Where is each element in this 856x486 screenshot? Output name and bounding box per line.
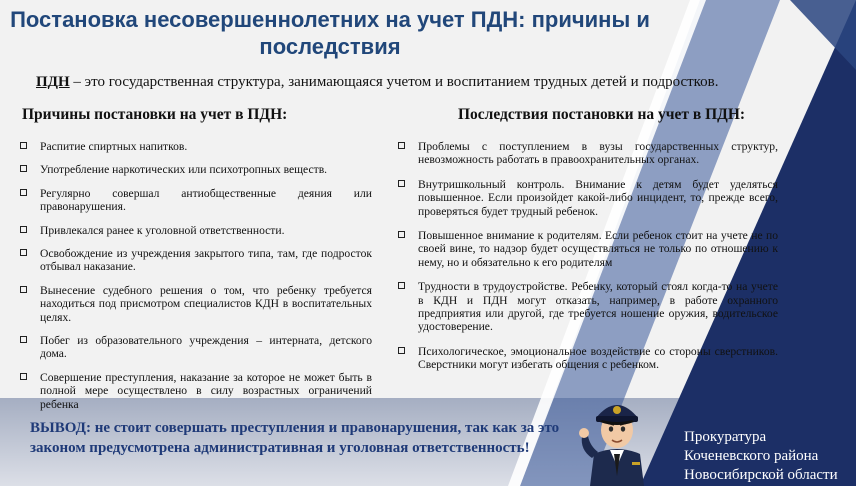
square-bullet-icon bbox=[20, 249, 27, 256]
list-item-text: Привлекался ранее к уголовной ответственности. bbox=[40, 223, 285, 237]
list-item-text: Регулярно совершал антиобщественные деяния или правонарушения. bbox=[40, 186, 372, 214]
list-item-text: Внутришкольный контроль. Внимание к детям будет уделяться повышенное. Если произойдет какой-либо инцидент, то, прежде всего, проверяться будет трудный ребенок. bbox=[418, 177, 778, 218]
page-title: Постановка несовершеннолетних на учет ПДН: причины и последствия bbox=[10, 7, 650, 59]
list-item-text: Проблемы с поступлением в вузы государственных структур, невозможность работать в правоохранительных органах. bbox=[418, 140, 778, 167]
square-bullet-icon bbox=[398, 180, 405, 187]
square-bullet-icon bbox=[20, 142, 27, 149]
list-item-text: Психологическое, эмоциональное воздействие со стороны сверстников. Сверстники могут избегать общения с ребенком. bbox=[418, 344, 778, 372]
list-item bbox=[18, 371, 372, 411]
list-item bbox=[396, 140, 778, 167]
square-bullet-icon bbox=[20, 189, 27, 196]
list-item-text: Употребление наркотических или психотропных веществ. bbox=[40, 163, 328, 177]
definition bbox=[36, 73, 796, 91]
list-item bbox=[396, 229, 778, 269]
list-item bbox=[18, 163, 372, 176]
list-item bbox=[18, 284, 372, 324]
square-bullet-icon bbox=[398, 142, 405, 149]
square-bullet-icon bbox=[20, 373, 27, 380]
list-item bbox=[18, 187, 372, 214]
causes-heading: Причины постановки на учет в ПДН: bbox=[22, 106, 288, 123]
square-bullet-icon bbox=[398, 282, 405, 289]
signature-line: Коченевского района bbox=[684, 448, 819, 464]
conclusion-text: ВЫВОД: не стоит совершать преступления и правонарушения, так как за это законом предусмотрена административная и уголовная ответственность! bbox=[30, 420, 560, 456]
list-item bbox=[18, 140, 372, 153]
signature-line: Прокуратура bbox=[684, 429, 767, 445]
square-bullet-icon bbox=[20, 336, 27, 343]
list-item-text: Освобождение из учреждения закрытого типа, там, где подросток отбывал наказание. bbox=[40, 247, 372, 274]
square-bullet-icon bbox=[20, 226, 27, 233]
list-item bbox=[18, 224, 372, 237]
list-item bbox=[396, 178, 778, 218]
definition-text: – это государственная структура, занимающаяся учетом и воспитанием трудных детей и подростков. bbox=[69, 74, 719, 90]
square-bullet-icon bbox=[20, 286, 27, 293]
square-bullet-icon bbox=[398, 231, 405, 238]
square-bullet-icon bbox=[20, 165, 27, 172]
list-item bbox=[18, 247, 372, 274]
list-item-text: Побег из образовательного учреждения – интерната, детского дома. bbox=[40, 334, 372, 361]
consequences-heading: Последствия постановки на учет в ПДН: bbox=[458, 106, 746, 123]
signature-line: Новосибирской области bbox=[684, 467, 838, 483]
signature bbox=[684, 428, 838, 485]
consequences-list bbox=[396, 140, 778, 383]
list-item bbox=[396, 345, 778, 372]
list-item bbox=[396, 280, 778, 334]
causes-list bbox=[18, 140, 372, 421]
list-item-text: Трудности в трудоустройстве. Ребенку, который стоял когда-то на учете в КДН и ПДН могут отказать, например, в работе охранного предприятия или другой, где требуется ношение оружия, водительское удостоверение. bbox=[418, 280, 778, 334]
list-item-text: Повышенное внимание к родителям. Если ребенок стоит на учете не по своей вине, то надзор будет осуществляться не только по отношению к нему, но и обязательно к его родителям bbox=[418, 229, 778, 269]
square-bullet-icon bbox=[398, 347, 405, 354]
police-officer-illustration bbox=[572, 384, 662, 486]
list-item-text: Распитие спиртных напитков. bbox=[40, 140, 188, 153]
definition-term: ПДН bbox=[36, 74, 70, 90]
list-item bbox=[18, 334, 372, 361]
list-item-text: Вынесение судебного решения о том, что ребенку требуется находиться под присмотром специалистов КДН в воспитательных целях. bbox=[40, 283, 372, 324]
list-item-text: Совершение преступления, наказание за которое не может быть в полной мере осуществлено в силу возрастных ограничений ребенка bbox=[40, 370, 372, 411]
